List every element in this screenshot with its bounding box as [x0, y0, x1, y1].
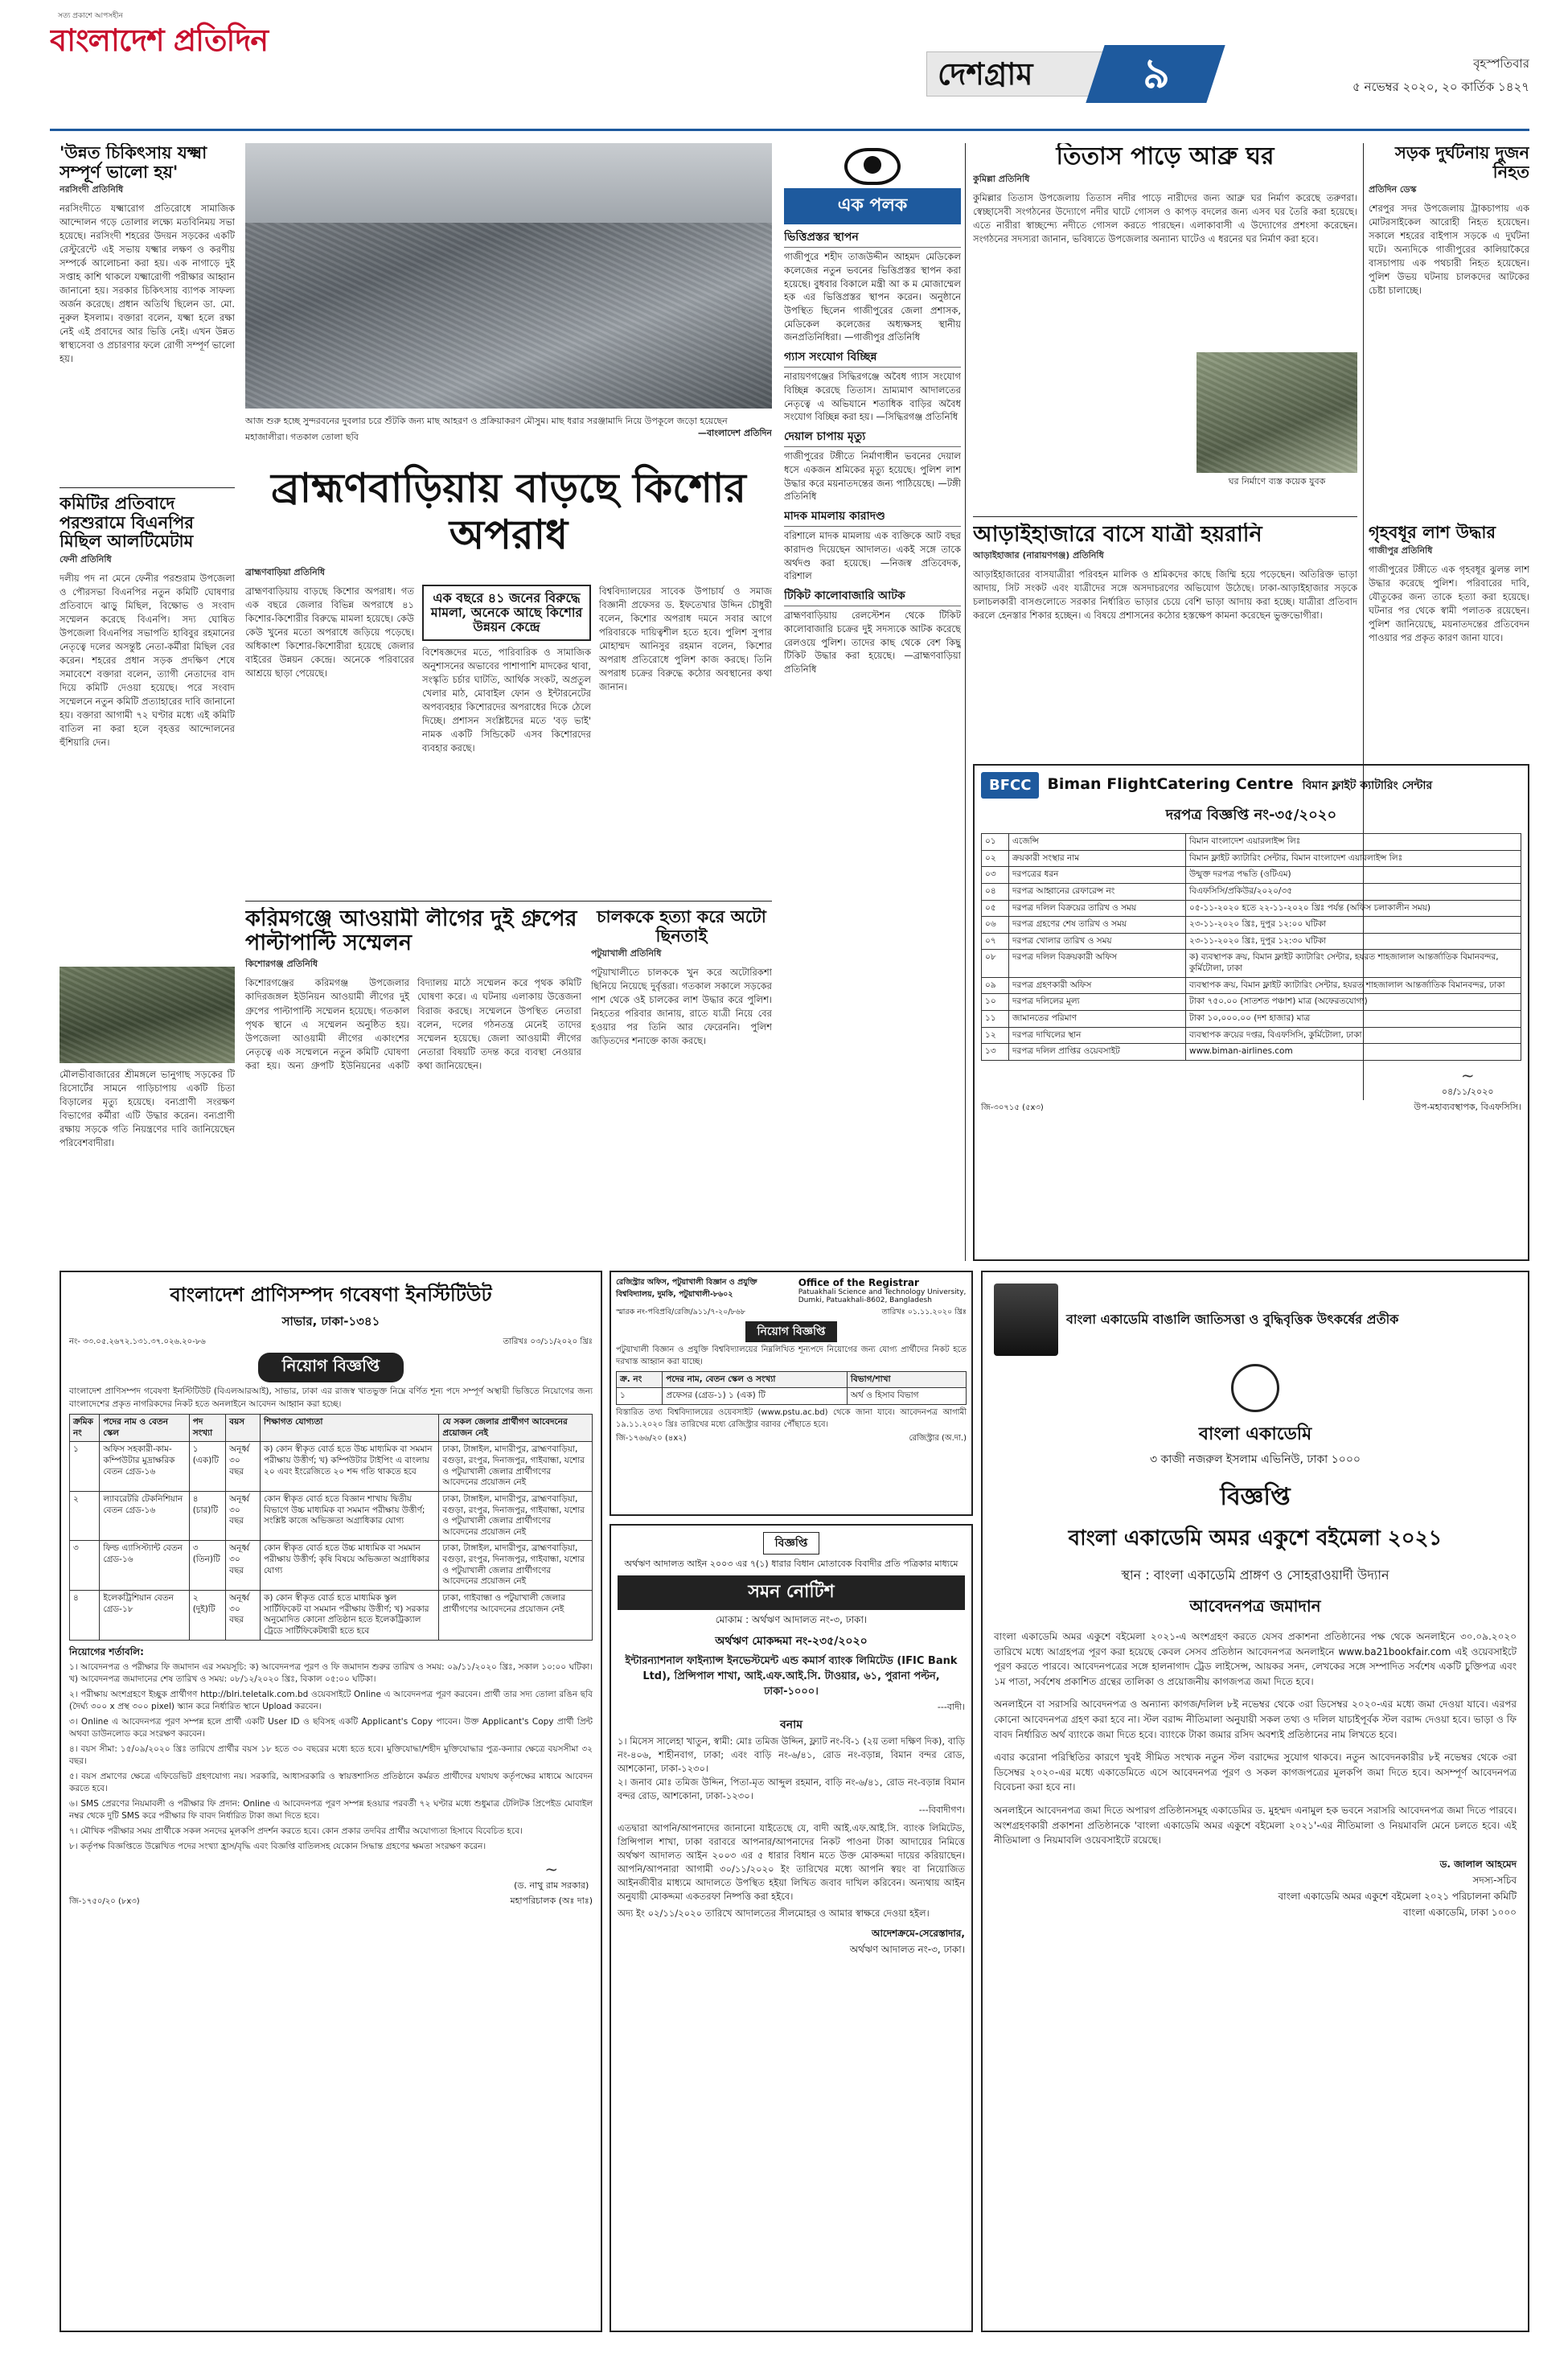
table-row [982, 950, 1521, 977]
bfcc-row-label: এজেন্সি [1009, 834, 1186, 851]
bfcc-ref: জি-৩০৭১৫ (৫x৩) [981, 1103, 1044, 1112]
blri-cell-no: ৩ [70, 1541, 100, 1591]
column-divider [965, 143, 966, 1261]
pstu-cell: প্রফেসর (গ্রেড-১) ১ (এক) টি [663, 1388, 848, 1405]
court-defendant: ২। জনাব মোঃ তমিজ উদ্দিন, পিতা-মৃত আব্দুল রহমান, বাড়ি নং-৬/৪১, রোড নং-বড়ান্ন বিমান বন্দর রোড, আশকোনা, ঢাকা-১২৩০। [618, 1776, 965, 1801]
court-subtitle: অর্থঋণ আদালত আইন ২০০৩ এর ৭(১) ধারার বিধান মোতাবেক বিবাদীর প্রতি পত্রিকার মাধ্যমে [624, 1559, 958, 1569]
ek-polok-item [784, 508, 961, 583]
pstu-memo-date: তারিখঃ ০১.১১.২০২০ খ্রিঃ [881, 1308, 967, 1316]
ba-signer-org: বাংলা একাডেমি, ঢাকা ১০০০ [1402, 1906, 1517, 1918]
story-araihazar-headline[interactable]: আড়াইহাজারে বাসে যাত্রী হয়রানি [973, 523, 1262, 547]
bfcc-row-label: দরপত্র গ্রহণকারী অফিস [1009, 977, 1186, 994]
blri-signature: ~ [544, 1859, 559, 1879]
bfcc-row-no: ০৪ [982, 883, 1009, 900]
ba-subtitle: আবেদনপত্র জমাদান [1189, 1596, 1321, 1616]
story-road [1369, 143, 1529, 513]
ad-pstu [610, 1271, 973, 1516]
bfcc-row-value: ব্যবস্থাপক ক্রয়, বিমান ফ্লাইট ক্যাটারিং সেন্টার, হযরত শাহজালাল আন্তর্জাতিক বিমানবন্দর, ঢাকা [1186, 977, 1521, 994]
story-brahmanbaria [245, 458, 772, 877]
titas-photo[interactable] [1197, 352, 1357, 473]
pstu-table [616, 1371, 967, 1405]
court-name: মোকাম : অর্থঋণ আদালত নং-৩, ঢাকা। [715, 1614, 868, 1625]
blri-cell-count: ৩ (তিন)টি [189, 1541, 225, 1591]
bfcc-company: Biman FlightCatering Centre [1047, 775, 1294, 793]
ek-polok-item-body: ব্রাহ্মণবাড়িয়ায় রেলস্টেশন থেকে টিকিট কালোবাজারি চক্রের দুই সদস্যকে আটক করেছে রেলওয়ে পুলিশ। তাদের কাছ থেকে বেশ কিছু টিকিট উদ্ধার করা হয়েছে। —ব্রাহ্মণবাড়িয়া প্রতিনিধি [784, 610, 961, 675]
court-versus: বনাম [780, 1718, 802, 1731]
ba-signer: ড. জালাল আহমেদ [1439, 1858, 1517, 1870]
bfcc-signer: উপ-মহাব্যবস্থাপক, বিএফসিসি। [1414, 1101, 1521, 1112]
ba-top-text: বাংলা একাডেমি বাঙালি জাতিসত্তা ও বুদ্ধিবৃত্তিক উৎকর্ষের প্রতীক [1066, 1311, 1399, 1327]
court-signer: আদেশক্রমে-সেরেস্তাদার, [872, 1927, 965, 1939]
date-label: ৫ নভেম্বর ২০২০, ২০ কার্তিক ১৪২৭ [1353, 80, 1529, 94]
portrait-image [994, 1284, 1058, 1356]
blri-address: সাভার, ঢাকা-১৩৪১ [281, 1314, 380, 1329]
blri-table [69, 1414, 593, 1641]
bfcc-row-value: ০৫-১১-২০২০ হতে ২২-১১-২০২০ খ্রিঃ পর্যন্ত (অফিস চলাকালীন সময়) [1186, 900, 1521, 917]
pstu-th: পদের নাম, বেতন স্কেল ও সংখ্যা [663, 1371, 848, 1388]
ek-polok-item-head[interactable]: টিকিট কালোবাজারি আটক [784, 588, 961, 606]
bfcc-row-no: ০৮ [982, 950, 1009, 977]
pullquote-box [422, 585, 591, 641]
blri-th: শিক্ষাগত যোগ্যতা [261, 1415, 439, 1442]
bfcc-sign-date: ০৪/১১/২০২০ [1441, 1086, 1494, 1097]
court-label: বিজ্ঞপ্তি [763, 1532, 820, 1555]
section-banner [926, 45, 1288, 103]
story-titas-body: কুমিল্লার তিতাস উপজেলায় তিতাস নদীর পাড়ে নারীদের জন্য আব্রু ঘর নির্মাণ করেছে তরুণরা। স্বেচ্ছাসেবী সংগঠনের উদ্যোগে নদীর ঘাটে গোসল ও কাপড় বদলের জন্য এসব ঘর তৈরি করা হয়েছে। এতে নারীরা স্বাচ্ছন্দ্যে নদীতে গোসল করতে পারছেন। এলাকাবাসী এ উদ্যোগের প্রশংসা করেছেন। সংগঠনের সদস্যরা জানান, ভবিষ্যতে উপজেলার অন্যান্য ঘাটেও এ ধরনের ঘর নির্মাণ করা হবে। [973, 191, 1357, 244]
bfcc-row-label: দরপত্র দলিলের মূল্য [1009, 994, 1186, 1011]
story-road-headline[interactable]: সড়ক দুর্ঘটনায় দুজন নিহত [1395, 143, 1529, 182]
ek-polok-item-body: নারায়ণগঞ্জের সিদ্ধিরগঞ্জে অবৈধ গ্যাস সংযোগ বিচ্ছিন্ন করেছে তিতাস। ভ্রাম্যমাণ আদালতের নেতৃত্বে এ অভিযানে শতাধিক বাড়ির অবৈধ সংযোগ বিচ্ছিন্ন করা হয়। —সিদ্ধিরগঞ্জ প্রতিনিধি [784, 371, 961, 423]
bfcc-row-label: দরপত্র খোলার তারিখ ও সময় [1009, 933, 1186, 950]
blri-th: পদের নাম ও বেতন স্কেল [100, 1415, 189, 1442]
table-row [982, 933, 1521, 950]
blri-condition: ৫। বয়স প্রমাণের ক্ষেত্রে এফিডেভিট গ্রহণযোগ্য নয়। সরকারি, আধাসরকারি ও স্বায়ত্তশাসিত প্রতিষ্ঠানে কর্মরত প্রার্থীদের যথাযথ কর্তৃপক্ষের মাধ্যমে আবেদন করতে হবে। [69, 1771, 593, 1794]
story-brahmanbaria-body1: ব্রাহ্মণবাড়িয়ায় বাড়ছে কিশোর অপরাধ। গত এক বছরে জেলার বিভিন্ন অপরাধে ৪১ কিশোর-কিশোরীর বিরুদ্ধে মামলা হয়েছে। কেউ কেউ খুনের মতো অপরাধে জড়িয়ে পড়েছে। অধিকাংশ কিশোর-কিশোরীরা হয়েছে জেলার বাইরের উন্নয়ন কেন্দ্রে। অনেকে পরিবারের আশ্রয়ে ছাড়া পেয়েছে। [245, 585, 414, 680]
story-bnp-headline[interactable]: কমিটির প্রতিবাদে পরশুরামে বিএনপির মিছিল আলটিমেটাম [60, 494, 194, 552]
blri-cell-post: ল্যাবরেটরি টেকনিশিয়ান বেতন গ্রেড-১৬ [100, 1491, 189, 1541]
ek-polok-item [784, 349, 961, 424]
logo-text: বাংলাদেশ প্রতিদিন [50, 22, 269, 58]
blri-intro: বাংলাদেশ প্রাণিসম্পদ গবেষণা ইনস্টিটিউট (বিএলআরআই), সাভার, ঢাকা এর রাজস্ব খাতভুক্ত নিম্নে বর্ণিত শূন্য পদে সম্পূর্ণ অস্থায়ী ভিত্তিতে নিয়োগের জন্য বাংলাদেশের প্রকৃত নাগরিকদের নিকট হতে অনলাইনে আবেদন আহ্বান করা হচ্ছে। [69, 1386, 593, 1409]
pullquote: এক বছরে ৪১ জনের বিরুদ্ধে মামলা, অনেকে আছে কিশোর উন্নয়ন কেন্দ্রে [430, 590, 583, 635]
story-titas [973, 143, 1357, 513]
blri-cell-age: অনূর্ধ্ব ৩০ বছর [226, 1591, 261, 1641]
bfcc-row-label: দরপত্র গ্রহণের শেষ তারিখ ও সময় [1009, 917, 1186, 934]
ad-bangla-academy [981, 1271, 1529, 2332]
blri-cell-age: অনূর্ধ্ব ৩০ বছর [226, 1491, 261, 1541]
ba-para: এবার করোনা পরিস্থিতির কারণে খুবই সীমিত সংখ্যক নতুন স্টল বরাদ্দের সুযোগ থাকবে। নতুন আবেদনকারীর ৮ই নভেম্বর থেকে ৩রা ডিসেম্বর ২০২০-এর মধ্যে একাডেমিতে এসে আবেদনপত্র পূরণ ও সকল কাগজপত্রের মূলকপি জমা দিতে হবে। অসম্পূর্ণ আবেদনপত্র বিবেচনা করা হবে না। [994, 1752, 1517, 1793]
bfcc-table [981, 833, 1521, 1061]
table-row [982, 917, 1521, 934]
pstu-org-en2: Patuakhali Science and Technology University, Dumki, Patuakhali-8602, Bangladesh [798, 1288, 967, 1304]
table-row [982, 850, 1521, 867]
blri-conditions [69, 1661, 593, 1853]
ba-notice-label: বিজ্ঞপ্তি [1220, 1483, 1291, 1511]
bfcc-row-value: টাকা ১০,০০০.০০ (দশ হাজার) মাত্র [1186, 1011, 1521, 1028]
pstu-org-en: Office of the Registrar [798, 1277, 919, 1288]
table-row [982, 1011, 1521, 1028]
story-tb-headline[interactable]: 'উন্নত চিকিৎসায় যক্ষ্মা সম্পূর্ণ ভালো হয়' [60, 143, 207, 182]
bfcc-row-value: ব্যবস্থাপক ক্রয়ের দপ্তর, বিএফসিসি, কুর্মিটোলা, ঢাকা [1186, 1027, 1521, 1044]
ek-polok [784, 143, 961, 1261]
blri-cell-no: ২ [70, 1491, 100, 1541]
bfcc-row-label: জামানতের পরিমাণ [1009, 1011, 1186, 1028]
story-araihazar-body: আড়াইহাজারের বাসযাত্রীরা পরিবহন মালিক ও শ্রমিকদের কাছে জিম্মি হয়ে পড়েছেন। অতিরিক্ত ভাড়া আদায়, সিট সংকট এবং যাত্রীদের সঙ্গে অসদাচরণের অভিযোগ উঠেছে। ঢাকা-আড়াইহাজার সড়কে চলাচলকারী বাসগুলোতে সরকার নির্ধারিত ভাড়ার চেয়ে বেশি ভাড়া আদায় করা হচ্ছে। যাত্রীরা প্রতিবাদ করলে হেনস্তার শিকার হচ্ছেন। এ বিষয়ে প্রশাসনের কঠোর হস্তক্ষেপ কামনা করেছেন ভুক্তভোগীরা। [973, 569, 1357, 622]
blri-condition: ৭। মৌখিক পরীক্ষার সময় প্রার্থীকে সকল সনদের মূলকপি প্রদর্শন করতে হবে। কোন প্রকার তদবির প্রার্থীর অযোগ্যতা হিসাবে বিবেচিত হবে। [69, 1826, 523, 1836]
ad-blri [60, 1271, 602, 2332]
bfcc-row-label: দরপত্রের ধরন [1009, 867, 1186, 884]
pstu-cell: ১ [617, 1388, 663, 1405]
story-karimganj-byline: কিশোরগঞ্জ প্রতিনিধি [245, 959, 318, 970]
main-photo-credit: —বাংলাদেশ প্রতিদিন [697, 427, 772, 438]
divider [973, 516, 1357, 517]
ba-venue: স্থান : বাংলা একাডেমি প্রাঙ্গণ ও সোহরাওয়ার্দী উদ্যান [1121, 1567, 1389, 1583]
bfcc-row-no: ১১ [982, 1011, 1009, 1028]
ad-court [610, 1524, 973, 2332]
story-housewife-headline[interactable]: গৃহবধূর লাশ উদ্ধার [1369, 523, 1496, 542]
table-row [982, 994, 1521, 1011]
blri-th: যে সকল জেলার প্রার্থীগণ আবেদনের প্রয়োজন নেই [439, 1415, 593, 1442]
story-housewife-byline: গাজীপুর প্রতিনিধি [1369, 544, 1433, 556]
story-brahmanbaria-body2: বিশেষজ্ঞদের মতে, পারিবারিক ও সামাজিক অনুশাসনের অভাবের পাশাপাশি মাদকের থাবা, সংস্কৃতি চর্চার ঘাটতি, আর্থিক সংকট, অপ্রতুল খেলার মাঠ, মোবাইল ফোন ও ইন্টারনেটের অপব্যবহার কিশোরদের অপরাধের দিকে ঠেলে দিচ্ছে। প্রশাসন সংশ্লিষ্টদের মতে 'বড় ভাই' নামক একটি সিন্ডিকেট এসব কিশোরদের ব্যবহার করছে। [422, 646, 591, 754]
bfcc-row-value: ক) ব্যবস্থাপক ক্রয়, বিমান ফ্লাইট ক্যাটারিং সেন্টার, হযরত শাহজালাল আন্তর্জাতিক বিমানবন্দর, কুর্মিটোলা, ঢাকা [1186, 950, 1521, 977]
blri-cell-post: ইলেকট্রিশিয়ান বেতন গ্রেড-১৮ [100, 1591, 189, 1641]
ba-signer-title2: বাংলা একাডেমি অমর একুশে বইমেলা ২০২১ পরিচালনা কমিটি [1278, 1890, 1517, 1902]
pstu-body: পটুয়াখালী বিজ্ঞান ও প্রযুক্তি বিশ্ববিদ্যালয়ের নিম্নলিখিত শূন্যপদে নিয়োগের জন্য যোগ্য প্রার্থীদের নিকট হতে দরখাস্ত আহ্বান করা যাচ্ছে। [616, 1345, 967, 1366]
blri-cell-districts: ঢাকা, টাঙ্গাইল, মাদারীপুর, ব্রাহ্মণবাড়িয়া, বগুড়া, রংপুর, দিনাজপুর, গাইবান্ধা, যশোর ও পটুয়াখালী জেলার প্রার্থীগণের আবেদনের প্রয়োজন নেই [439, 1491, 593, 1541]
ba-para: বাংলা একাডেমি অমর একুশে বইমেলা ২০২১-এ অংশগ্রহণ করতে যেসব প্রকাশনা প্রতিষ্ঠানের পক্ষ থেকে অনলাইনে ৩০.০৯.২০২০ তারিখে মধ্যে আগ্রহপত্র পূরণ করা হয়েছে কেবল সেসব প্রতিষ্ঠান আবেদনপত্র অনলাইনে www.ba21bookfair.com এই ওয়েবসাইটে পূরণ করতে পারবে। আবেদনপত্রের সঙ্গে হালনাগাদ ট্রেড লাইসেন্স, আয়কর সনদ, লেখকের সঙ্গে সম্পাদিত সর্বশেষ একটি চুক্তিপত্র এবং ১ম পাতা, সর্বশেষ প্রকাশিত গ্রন্থের তালিকা ও প্রয়োজনীয় কাগজপত্র জমা দিতে হবে। [994, 1631, 1517, 1687]
blri-th: ক্রমিক নং [70, 1415, 100, 1442]
ek-polok-item [784, 429, 961, 503]
story-bnp [60, 494, 235, 960]
blri-condition: ২। পরীক্ষায় অংশগ্রহণে ইচ্ছুক প্রার্থীগণ http://blri.teletalk.com.bd ওয়েবসাইটে Online এ আবেদনপত্র পূরণ করবেন। প্রার্থী তার সদ্য তোলা রঙিন ছবি (দৈর্ঘ্য ৩০০ x প্রস্থ ৩০০ pixel) স্ক্যান করে নির্ধারিত স্থানে Upload করবেন। [69, 1689, 593, 1712]
bfcc-logo [981, 772, 1039, 799]
divider [245, 901, 772, 902]
story-bnp-byline: ফেনী প্রতিনিধি [60, 553, 112, 565]
pstu-memo: স্মারক নং-পবিপ্রবি/রেজি/৯১১/৭-২০/৮৬৮ [616, 1308, 746, 1316]
ek-polok-title: এক পলক [784, 188, 961, 224]
table-row [70, 1591, 593, 1641]
bfcc-company-bn: বিমান ফ্লাইট ক্যাটারিং সেন্টার [1302, 779, 1433, 792]
main-photo-caption-text: আজ শুরু হচ্ছে সুন্দরবনের দুবলার চরে শুঁটকি জন্য মাছ আহরণ ও প্রক্রিয়াকরণ মৌসুম। মাছ ধরার সরঞ্জামাদি নিয়ে উপকূলে জড়ো হয়েছেন মহাজালীরা। গতকাল তোলা ছবি [245, 416, 728, 442]
pstu-cell: অর্থ ও হিসাব বিভাগ [847, 1388, 966, 1405]
ek-polok-item-body: গাজীপুরে শহীদ তাজউদ্দীন আহমদ মেডিকেল কলেজের নতুন ভবনের ভিত্তিপ্রস্তর স্থাপন করা হয়েছে। বুধবার বিকালে মন্ত্রী আ ক ম মোজাম্মেল হক এর ভিত্তিপ্রস্তর স্থাপন করেন। অনুষ্ঠানে উপস্থিত ছিলেন গাজীপুরের জেলা প্রশাসক, মেডিকেল কলেজের অধ্যক্ষসহ স্থানীয় জনপ্রতিনিধিরা। —গাজীপুর প্রতিনিধি [784, 251, 961, 343]
blri-ref: জি-১৭৫০/২০ (৮x৩) [69, 1897, 140, 1907]
blri-cell-qual: কোন স্বীকৃত বোর্ড হতে বিজ্ঞান শাখায় দ্বিতীয় বিভাগে উচ্চ মাধ্যমিক বা সমমান পরীক্ষায় উত্তীর্ণ; সংশ্লিষ্ট কাজে অভিজ্ঞতা অগ্রাধিকার যোগ্য [261, 1491, 439, 1541]
blri-condition: ৮। কর্তৃপক্ষ বিজ্ঞপ্তিতে উল্লেখিত পদের সংখ্যা হ্রাস/বৃদ্ধি এবং বিজ্ঞপ্তি বাতিলসহ যেকোন সিদ্ধান্ত গ্রহণের ক্ষমতা সংরক্ষণ করেন। [69, 1841, 486, 1851]
court-plaintiff-role: ---বাদী। [937, 1701, 965, 1712]
court-title: সমন নোটিশ [618, 1575, 965, 1610]
bfcc-row-no: ০৬ [982, 917, 1009, 934]
blri-org: বাংলাদেশ প্রাণিসম্পদ গবেষণা ইনস্টিটিউট [170, 1284, 492, 1306]
bfcc-row-label: দরপত্র দাখিলের স্থান [1009, 1027, 1186, 1044]
eye-icon [844, 148, 901, 185]
court-signer2: অর্থঋণ আদালত নং-৩, ঢাকা। [849, 1943, 965, 1955]
story-road-byline: প্রতিদিন ডেস্ক [1369, 184, 1417, 195]
bfcc-row-value: ২৩-১১-২০২০ খ্রিঃ, দুপুর ১২:৩০ ঘটিকা [1186, 933, 1521, 950]
court-body: এতদ্বারা আপনি/আপনাদের জানানো যাইতেছে যে, বাদী আই.এফ.আই.সি. ব্যাংক লিমিটেড, প্রিন্সিপাল শাখা, ঢাকা বরাবরে আপনার/আপনাদের নিকট পাওনা টাকা আদায়ের নিমিত্তে অর্থঋণ আদালত আইন ২০০৩ এর ৫ ধারার বিধান মতে উক্ত মোকদ্দমা দায়ের করিয়াছেন। আপনি/আপনারা আগামী ৩০/১১/২০২০ ইং তারিখের মধ্যে আপনি স্বয়ং বা নিয়োজিত আইনজীবীর মাধ্যমে আদালতে উপস্থিত হইয়া লিখিত জবাব দাখিল করিবেন। অন্যথায় আইন অনুযায়ী মোকদ্দমা একতরফা নিষ্পত্তি করা হইবে। [618, 1822, 965, 1902]
pstu-org-bn: রেজিস্ট্রার অফিস, পটুয়াখালী বিজ্ঞান ও প্রযুক্তি বিশ্ববিদ্যালয়, দুমকি, পটুয়াখালী-৮৬০২ [616, 1278, 757, 1299]
court-defendant-role: ---বিবাদীগণ। [918, 1804, 965, 1815]
blri-cell-qual: কোন স্বীকৃত বোর্ড হতে উচ্চ মাধ্যমিক বা সমমান পরীক্ষায় উত্তীর্ণ; কৃষি বিষয়ে অভিজ্ঞতা অগ্রাধিকার যোগ্য [261, 1541, 439, 1591]
blri-th: বয়স [226, 1415, 261, 1442]
bfcc-row-no: ০২ [982, 850, 1009, 867]
titas-photo-caption: ঘর নির্মাণে ব্যস্ত কয়েক যুবক [1228, 476, 1326, 487]
story-housewife-body: গাজীপুরের টঙ্গীতে এক গৃহবধূর ঝুলন্ত লাশ উদ্ধার করেছে পুলিশ। পরিবারের দাবি, যৌতুকের জন্য তাকে হত্যা করা হয়েছে। ঘটনার পর থেকে স্বামী পলাতক রয়েছেন। পুলিশ জানিয়েছে, ময়নাতদন্তের প্রতিবেদন পাওয়ার পর প্রকৃত কারণ জানা যাবে। [1369, 563, 1529, 643]
main-photo[interactable] [245, 143, 772, 409]
table-row [70, 1442, 593, 1492]
blri-memo: নং- ৩৩.০৫.২৬৭২.১৩১.৩৭.০২৬.২০-৮৬ [69, 1337, 206, 1346]
blri-cell-districts: ঢাকা, টাঙ্গাইল, মাদারীপুর, ব্রাহ্মণবাড়িয়া, বগুড়া, রংপুর, দিনাজপুর, গাইবান্ধা, যশোর ও পটুয়াখালী জেলার প্রার্থীগণের আবেদনের প্রয়োজন নেই [439, 1442, 593, 1492]
bfcc-row-value: টাকা ৭৫০.০০ (সাতশত পঞ্চাশ) মাত্র (অফেরতযোগ্য) [1186, 994, 1521, 1011]
bfcc-row-label: দরপত্র দলিল বিক্রয়কারী অফিস [1009, 950, 1186, 977]
leopard-photo[interactable] [60, 967, 235, 1063]
blri-memo-date: তারিখঃ ০৩/১১/২০২০ খ্রিঃ [503, 1337, 593, 1346]
story-brahmanbaria-byline: ব্রাহ্মণবাড়িয়া প্রতিনিধি [245, 567, 326, 577]
blri-cell-districts: ঢাকা, গাইবান্ধা ও পটুয়াখালী জেলার প্রার্থীগণের আবেদনের প্রয়োজন নেই [439, 1591, 593, 1641]
blri-th: পদ সংখ্যা [189, 1415, 225, 1442]
bfcc-row-value: বিমান ফ্লাইট ক্যাটারিং সেন্টার, বিমান বাংলাদেশ এয়ারলাইন্স লিঃ [1186, 850, 1521, 867]
ek-polok-item-head[interactable]: দেয়াল চাপায় মৃত্যু [784, 429, 961, 447]
bfcc-row-no: ১০ [982, 994, 1009, 1011]
pstu-footer: বিস্তারিত তথ্য বিশ্ববিদ্যালয়ের ওয়েবসাইট (www.pstu.ac.bd) থেকে জানা যাবে। আবেদনপত্র আগামী ১৯.১১.২০২০ খ্রিঃ তারিখের মধ্যে রেজিস্ট্রার বরাবর পৌঁছাতে হবে। [616, 1407, 967, 1429]
ba-emblem-icon [1231, 1364, 1279, 1412]
section-name: দেশগ্রাম [938, 55, 1033, 92]
court-plaintiff: ইন্টারন্যাশনাল ফাইন্যান্স ইনভেস্টমেন্ট এন্ড কমার্স ব্যাংক লিমিটেড (IFIC Bank Ltd), প্রিন্সিপাল শাখা, আই.এফ.আই.সি. টাওয়ার, ৬১, পুরানা পল্টন, ঢাকা-১০০০। [625, 1655, 958, 1698]
blri-signer-title: মহাপরিচালক (অঃ দাঃ) [510, 1896, 593, 1907]
story-tb-body: নরসিংদীতে যক্ষ্মারোগ প্রতিরোধে সামাজিক আন্দোলন গড়ে তোলার লক্ষ্যে মতবিনিময় সভা হয়েছে। নরসিংদী শহরের উদয়ন সড়কের একটি রেস্টুরেন্টে এই সভায় যক্ষ্মার লক্ষণ ও করণীয় সম্পর্কে আলোচনা করা হয়। এক নাগাড়ে দুই সপ্তাহ কাশি থাকলে যক্ষ্মারোগী পরীক্ষার আহ্বান জানানো হয়। সরকার চিকিৎসায় ব্যাপক সাফল্য অর্জন করেছে। প্রধান অতিথি ছিলেন ডা. মো. নুরুল ইসলাম। বক্তারা বলেন, যক্ষ্মা হলে রক্ষা নেই এই প্রবাদের আর ভিত্তি নেই। এখন উন্নত স্বাস্থ্যসেবা ও প্রচারণার ফলে রোগী সম্পূর্ণ ভালো হয়। [60, 203, 235, 365]
story-chalak-byline: পটুয়াখালী প্রতিনিধি [591, 948, 662, 959]
court-date-line: অদ্য ইং ০২/১১/২০২০ তারিখে আদালতের সীলমোহর ও আমার স্বাক্ষরে দেওয়া হইল। [618, 1907, 930, 1919]
bfcc-row-no: ০৫ [982, 900, 1009, 917]
ad-bfcc [973, 764, 1529, 1261]
main-photo-caption [245, 412, 772, 457]
table-row [982, 1044, 1521, 1061]
blri-condition: ৬। SMS প্রেরণের নিয়মাবলী ও পরীক্ষার ফি প্রদান: Online এ আবেদনপত্র পূরণ সম্পন্ন হওয়ার পরবর্তী ৭২ ঘণ্টার মধ্যে শুধুমাত্র টেলিটক প্রিপেইড মোবাইল নম্বর থেকে দুটি SMS করে পরীক্ষার ফি বাবদ নির্ধারিত টাকা জমা দিতে হবে। [69, 1798, 593, 1822]
story-karimganj-headline[interactable]: করিমগঞ্জে আওয়ামী লীগের দুই গ্রুপের পাল্টাপাল্টি সম্মেলন [245, 907, 577, 956]
table-row [982, 1027, 1521, 1044]
bfcc-row-no: ১৩ [982, 1044, 1009, 1061]
table-row [982, 900, 1521, 917]
bfcc-row-value: বিমান বাংলাদেশ এয়ারলাইন্স লিঃ [1186, 834, 1521, 851]
ek-polok-item-body: বরিশালে মাদক মামলায় এক ব্যক্তিকে আট বছর কারাদণ্ড দিয়েছেন আদালত। একই সঙ্গে তাকে অর্থদণ্ড করা হয়েছে। —নিজস্ব প্রতিবেদক, বরিশাল [784, 530, 961, 582]
story-karimganj-body: কিশোরগঞ্জের করিমগঞ্জ উপজেলার কাদিরজঙ্গল ইউনিয়ন আওয়ামী লীগের দুই গ্রুপের পাল্টাপাল্টি সম্মেলন হয়েছে। গতকাল পৃথক স্থানে এ সম্মেলন অনুষ্ঠিত হয়। উপজেলা আওয়ামী লীগের একাংশের নেতৃত্বে এক সম্মেলনে নতুন কমিটি ঘোষণা করা হয়। অন্য গ্রুপটি ইউনিয়নের একটি বিদ্যালয় মাঠে সম্মেলন করে পৃথক কমিটি ঘোষণা করে। এ ঘটনায় এলাকায় উত্তেজনা বিরাজ করছে। সম্মেলনে উপস্থিত নেতারা বলেন, দলের গঠনতন্ত্র মেনেই তাদের সম্মেলন হয়েছে। জেলা আওয়ামী লীগের নেতারা বিষয়টি তদন্ত করে ব্যবস্থা নেওয়ার কথা জানিয়েছেন। [245, 977, 581, 1071]
story-karimganj [245, 907, 581, 1261]
story-tb [60, 143, 235, 481]
table-header-row [70, 1415, 593, 1442]
ba-signer-title: সদস্য-সচিব [1472, 1874, 1517, 1886]
table-row [982, 834, 1521, 851]
bfcc-row-no: ০৭ [982, 933, 1009, 950]
page-number: ৯ [1143, 49, 1170, 98]
blri-cell-count: ১ (এক)টি [189, 1442, 225, 1492]
pstu-ref: জি-১৭৬৬/২০ (৪x২) [616, 1434, 687, 1444]
story-titas-headline[interactable]: তিতাস পাড়ে আব্রু ঘর [1056, 143, 1275, 170]
story-housewife [1369, 523, 1529, 756]
bfcc-tender-title: দরপত্র বিজ্ঞপ্তি নং-৩৫/২০২০ [1165, 807, 1337, 824]
blri-cell-age: অনূর্ধ্ব ৩০ বছর [226, 1541, 261, 1591]
blri-cell-districts: ঢাকা, টাঙ্গাইল, মাদারীপুর, ব্রাহ্মণবাড়িয়া, বগুড়া, রংপুর, দিনাজপুর, গাইবান্ধা, যশোর ও পটুয়াখালী জেলার প্রার্থীগণের আবেদনের প্রয়োজন নেই [439, 1541, 593, 1591]
table-row [982, 883, 1521, 900]
ek-polok-item [784, 588, 961, 676]
pstu-th: বিভাগ/শাখা [847, 1371, 966, 1388]
leopard-photo-caption [60, 1068, 235, 1261]
court-defendant: ১। মিসেস সালেহা খাতুন, স্বামী: মোঃ তমিজ উদ্দিন, ফ্ল্যাট নং-বি-১ (২য় তলা দক্ষিণ দিক), বাড়ি নং-৪০৬, শাহীনবাগ, ঢাকা; এবং বাড়ি নং-৬/৪১, রোড নং-বড়ান্ন, বিমান বন্দর রোড, আশকোনা, ঢাকা-১২৩০। [618, 1735, 965, 1774]
blri-signer: (ড. নাথু রাম সরকার) [514, 1880, 589, 1891]
blri-condition: ১। আবেদনপত্র ও পরীক্ষার ফি জমাদান এর সময়সূচি: ক) আবেদনপত্র পূরণ ও ফি জমাদান শুরুর তারিখ ও সময়: ০৯/১১/২০২০ খ্রিঃ, সকাল ১০:০০ ঘটিকা। খ) আবেদনপত্র জমাদানের শেষ তারিখ ও সময়: ০৮/১২/২০২০ খ্রিঃ, বিকাল ০৫:০০ ঘটিকা। [69, 1661, 593, 1685]
ba-org: বাংলা একাডেমি [1198, 1424, 1312, 1444]
blri-condition: ৩। Online এ আবেদনপত্র পূরণ সম্পন্ন হলে প্রার্থী একটি User ID ও ছবিসহ একটি Applicant's Copy পাবেন। উক্ত Applicant's Copy প্রার্থী প্রিন্ট অথবা ডাউনলোড করে সংরক্ষণ করবেন। [69, 1716, 593, 1739]
ba-title: বাংলা একাডেমি অমর একুশে বইমেলা ২০২১ [1068, 1526, 1443, 1550]
ba-paras [994, 1629, 1517, 1848]
bfcc-row-label: ক্রয়কারী সংস্থার নাম [1009, 850, 1186, 867]
table-row [982, 977, 1521, 994]
blri-cell-no: ৪ [70, 1591, 100, 1641]
blri-cell-count: ২ (দুই)টি [189, 1591, 225, 1641]
table-row [982, 867, 1521, 884]
bfcc-row-value: www.biman-airlines.com [1186, 1044, 1521, 1061]
story-bnp-body: দলীয় পদ না মেনে ফেনীর পরশুরাম উপজেলা ও পৌরসভা বিএনপির নতুন কমিটি ঘোষণার প্রতিবাদে ঝাড়ু মিছিল, বিক্ষোভ ও সংবাদ সম্মেলন করেছে বিএনপি। সদ্য ঘোষিত উপজেলা বিএনপির সভাপতি হাবিবুর রহমানের নেতৃত্বে দলের অসন্তুষ্ট নেতা-কর্মীরা মিছিল বের করেন। শহরের প্রধান সড়ক প্রদক্ষিণ শেষে সমাবেশে বক্তারা বলেন, ত্যাগী নেতাদের বাদ দিয়ে কমিটি দেওয়া হয়েছে। পরে সংবাদ সম্মেলনে নতুন কমিটি প্রত্যাহারের দাবি জানানো হয়। বক্তারা আগামী ৭২ ঘণ্টার মধ্যে এই কমিটি বাতিল না করা হলে বৃহত্তর আন্দোলনের হুঁশিয়ারি দেন। [60, 572, 235, 748]
ek-polok-item-body: গাজীপুরের টঙ্গীতে নির্মাণাধীন ভবনের দেয়াল ধসে একজন শ্রমিকের মৃত্যু হয়েছে। পুলিশ লাশ উদ্ধার করে ময়নাতদন্তের জন্য পাঠিয়েছে। —টঙ্গী প্রতিনিধি [784, 450, 961, 503]
masthead [50, 6, 1529, 127]
blri-cell-qual: ক) কোন স্বীকৃত বোর্ড হতে উচ্চ মাধ্যমিক বা সমমান পরীক্ষায় উত্তীর্ণ; খ) কম্পিউটার টাইপিং এ বাংলায় ২০ এবং ইংরেজিতে ২০ শব্দ গতি থাকতে হবে [261, 1442, 439, 1492]
logo-tagline: সত্য প্রকাশে আপসহীন [58, 12, 123, 20]
bfcc-logo-text: BFCC [989, 777, 1032, 794]
masthead-rule [50, 129, 1529, 131]
bfcc-row-value: ২৩-১১-২০২০ খ্রিঃ, দুপুর ১২:০০ ঘটিকা [1186, 917, 1521, 934]
ek-polok-item-head[interactable]: মাদক মামলায় কারাদণ্ড [784, 508, 961, 527]
divider [60, 487, 235, 488]
ek-polok-item-head[interactable]: ভিত্তিপ্রস্তর স্থাপন [784, 229, 961, 248]
bfcc-row-no: ০১ [982, 834, 1009, 851]
story-titas-byline: কুমিল্লা প্রতিনিধি [973, 173, 1030, 184]
story-road-body: শেরপুর সদর উপজেলায় ট্রাকচাপায় এক মোটরসাইকেল আরোহী নিহত হয়েছেন। সকালে শহরের বাইপাস সড়কে এ দুর্ঘটনা ঘটে। অন্যদিকে গাজীপুরের কালিয়াকৈরে বাসচাপায় এক পথচারী নিহত হয়েছেন। পুলিশ উভয় ঘটনায় চালকদের আটকের চেষ্টা চালাচ্ছে। [1369, 203, 1529, 297]
ba-para: অনলাইনে আবেদনপত্র জমা দিতে অপারগ প্রতিষ্ঠানসমূহ একাডেমির ড. মুহম্মদ এনামুল হক ভবনে সরাসরি আবেদনপত্র জমা দিতে পারবে। অংশগ্রহণকারী প্রকাশনা প্রতিষ্ঠানকে 'বাংলা একাডেমি অমর একুশে বইমেলা ২০২১'-এর নীতিমালা ও নিয়মাবলি মেনে চলতে হবে। এই নীতিমালা ও নিয়মাবলি ওয়েবসাইটে রয়েছে। [994, 1804, 1517, 1846]
blri-title: নিয়োগ বিজ্ঞপ্তি [258, 1353, 404, 1382]
table-row [70, 1541, 593, 1591]
blri-cell-post: ফিল্ড এ্যাসিস্ট্যান্ট বেতন গ্রেড-১৬ [100, 1541, 189, 1591]
bfcc-row-value: বিএফসিসি/প্রকিউর/২০২০/৩৫ [1186, 883, 1521, 900]
story-brahmanbaria-body3: বিশ্ববিদ্যালয়ের সাবেক উপাচার্য ও সমাজ বিজ্ঞানী প্রফেসর ড. ইফতেখার উদ্দিন চৌধুরী বলেন, কিশোর অপরাধ দমনে সবার আগে পরিবারকে দায়িত্বশীল হতে হবে। পুলিশ সুপার মোহাম্মদ আনিসুর রহমান বলেন, কিশোর অপরাধ প্রতিরোধে পুলিশ কাজ করছে। তিনি অপরাধ চক্রের বিরুদ্ধে কঠোর অবস্থানের কথা জানান। [599, 585, 772, 693]
bfcc-row-no: ১২ [982, 1027, 1009, 1044]
story-araihazar-byline: আড়াইহাজার (নারায়ণগঞ্জ) প্রতিনিধি [973, 550, 1104, 561]
story-chalak-headline[interactable]: চালককে হত্যা করে অটো ছিনতাই [597, 907, 766, 946]
story-brahmanbaria-headline[interactable]: ব্রাহ্মণবাড়িয়ায় বাড়ছে কিশোর অপরাধ [271, 464, 746, 558]
day-label: বৃহস্পতিবার [1473, 56, 1529, 71]
story-chalak [591, 907, 772, 1261]
bfcc-row-no: ০৩ [982, 867, 1009, 884]
bfcc-row-label: দরপত্র দলিল বিক্রয়ের তারিখ ও সময় [1009, 900, 1186, 917]
bfcc-row-value: উন্মুক্ত দরপত্র পদ্ধতি (ওটিএম) [1186, 867, 1521, 884]
bfcc-row-label: দরপত্র দলিল প্রাপ্তির ওয়েবসাইট [1009, 1044, 1186, 1061]
blri-cell-no: ১ [70, 1442, 100, 1492]
table-row [617, 1388, 967, 1405]
table-row [70, 1491, 593, 1541]
ba-address: ৩ কাজী নজরুল ইসলাম এভিনিউ, ঢাকা ১০০০ [1149, 1453, 1361, 1466]
blri-cell-count: ৪ (চার)টি [189, 1491, 225, 1541]
blri-cell-age: অনূর্ধ্ব ৩০ বছর [226, 1442, 261, 1492]
blri-condition: ৪। বয়স সীমা: ১৫/০৯/২০২০ খ্রিঃ তারিখে প্রার্থীর বয়স ১৮ হতে ৩০ বছরের মধ্যে হতে হবে। মুক্তিযোদ্ধা/শহীদ মুক্তিযোদ্ধার পুত্র-কন্যার ক্ষেত্রে বয়সসীমা ৩২ বছর। [69, 1744, 593, 1767]
ek-polok-item-head[interactable]: গ্যাস সংযোগ বিচ্ছিন্ন [784, 349, 961, 368]
story-tb-byline: নরসিংদী প্রতিনিধি [60, 184, 124, 195]
leopard-caption-text: মৌলভীবাজারের শ্রীমঙ্গলে ভানুগাছ সড়কের টি রিসোর্টের সামনে গাড়িচাপায় একটি চিতা বিড়ালের মৃত্যু হয়েছে। বন্যপ্রাণী সংরক্ষণ বিভাগের কর্মীরা এটি উদ্ধার করেন। বন্যপ্রাণী রক্ষায় সড়কে গতি নিয়ন্ত্রণের দাবি জানিয়েছেন পরিবেশবাদীরা। [60, 1069, 235, 1149]
date-block [1353, 55, 1529, 98]
bfcc-signature: ~ [1460, 1065, 1475, 1085]
pstu-signer: রেজিস্ট্রার (অ.দা.) [909, 1434, 967, 1444]
bfcc-row-label: দরপত্র আহ্বানের রেফারেন্স নং [1009, 883, 1186, 900]
logo[interactable] [50, 10, 339, 98]
ba-para: অনলাইনে বা সরাসরি আবেদনপত্র ও অন্যান্য কাগজ/দলিল ৮ই নভেম্বর থেকে ৩রা ডিসেম্বর ২০২০-এর মধ্যে জমা দেওয়া যাবে। এরপর কোনো আবেদনপত্র গ্রহণ করা হবে না। স্টল বরাদ্দ নীতিমালা অনুযায়ী সকল তথ্য ও দলিল যাচাইপূর্বক স্টল বরাদ্দ দেওয়া হবে। ভাড়া ও ফি বাবদ নির্ধারিত অর্থ ব্যাংকে জমা দিতে হবে। ব্যাংকে টাকা জমার রসিদ অবশ্যই প্রতিষ্ঠানের নাম লিখতে হবে। [994, 1698, 1517, 1740]
blri-cell-post: অফিস সহকারী-কাম-কম্পিউটার মুদ্রাক্ষরিক বেতন গ্রেড-১৬ [100, 1442, 189, 1492]
story-chalak-body: পটুয়াখালীতে চালককে খুন করে অটোরিকশা ছিনিয়ে নিয়েছে দুর্বৃত্তরা। গতকাল সকালে সড়কের পাশ থেকে ওই চালকের লাশ উদ্ধার করে পুলিশ। নিহতের পরিবার জানায়, রাতে যাত্রী নিয়ে বের হওয়ার পর তিনি আর ফেরেননি। পুলিশ জড়িতদের শনাক্তে কাজ করছে। [591, 967, 772, 1047]
pstu-th: ক্র. নং [617, 1371, 663, 1388]
ek-polok-item [784, 229, 961, 344]
blri-conditions-title: নিয়োগের শর্তাবলি: [69, 1645, 144, 1657]
blri-cell-qual: ক) কোন স্বীকৃত বোর্ড হতে মাধ্যমিক স্কুল সার্টিফিকেট বা সমমান পরীক্ষায় উত্তীর্ণ; খ) সরকার অনুমোদিত কোনো প্রতিষ্ঠান হতে ইলেকট্রিক্যাল ট্রেডে সার্টিফিকেটধারী হতে হবে [261, 1591, 439, 1641]
pstu-title: নিয়োগ বিজ্ঞপ্তি [745, 1321, 836, 1342]
bfcc-row-no: ০৯ [982, 977, 1009, 994]
story-araihazar [973, 523, 1357, 756]
court-case-no: অর্থঋণ মোকদ্দমা নং-২৩৫/২০২০ [715, 1635, 868, 1648]
